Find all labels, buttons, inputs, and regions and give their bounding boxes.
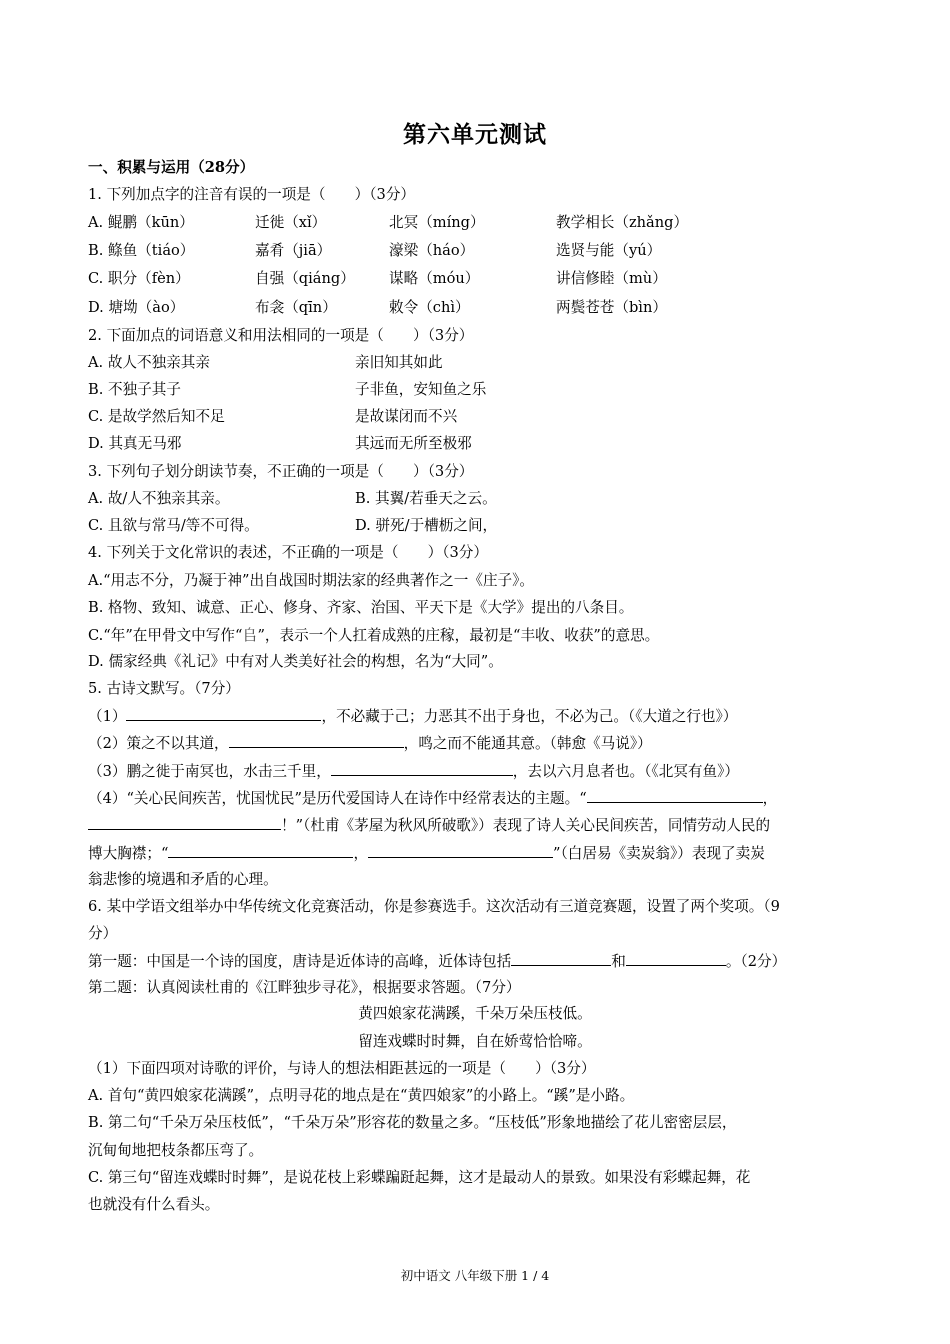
q4-option-a: A.“用志不分，乃凝于神”出自战国时期法家的经典著作之一《庄子》。: [88, 572, 535, 589]
q1-option-d4: 两鬓苍苍（bìn）: [556, 299, 667, 316]
q6-task-2: 第二题：认真阅读杜甫的《江畔独步寻花》，根据要求答题。（7分）: [88, 979, 521, 996]
answer-blank[interactable]: [331, 761, 513, 776]
q2-option-a-right: 亲旧知其如此: [355, 354, 443, 371]
q6-option-a: A. 首句“黄四娘家花满蹊”，点明寻花的地点是在“黄四娘家”的小路上。“蹊”是小路。: [88, 1087, 635, 1104]
question-3-stem: 3. 下列句子划分朗读节奏，不正确的一项是（ ）（3分）: [88, 463, 474, 480]
q1-option-c2: 自强（qiáng）: [255, 270, 355, 287]
poem-line-2: 留连戏蝶时时舞，自在娇莺恰恰啼。: [358, 1033, 592, 1050]
q6-option-c: C. 第三句“留连戏蝶时时舞”，是说花枝上彩蝶蹁跹起舞，这才是最动人的景致。如果没有彩蝶起舞，花: [88, 1169, 751, 1186]
answer-blank[interactable]: [168, 843, 353, 858]
q4-option-c: [88, 625, 659, 646]
q1-option-c4: 讲信修睦（mù）: [556, 270, 667, 287]
question-1-stem: 1. 下列加点字的注音有误的一项是（ ）（3分）: [88, 186, 416, 203]
q1-option-d1: D. 塘坳（ào）: [88, 299, 185, 316]
q1-option-a2: 迁徙（xǐ）: [255, 214, 327, 231]
q2-option-b-right: 子非鱼，安知鱼之乐: [355, 381, 487, 398]
q5-item-4-cont2: 博大胸襟；“ ， ”（白居易《卖炭翁》）表现了卖炭: [88, 845, 765, 862]
poem-line-1: 黄四娘家花满蹊，千朵万朵压枝低。: [358, 1005, 592, 1022]
q3-option-d: D. 骈死/于槽枥之间，: [355, 517, 498, 534]
q1-option-a1: A. 鲲鹏（kūn）: [88, 214, 194, 231]
q6-sub-question-1: （1）下面四项对诗歌的评价，与诗人的想法相距甚远的一项是（ ）（3分）: [88, 1060, 596, 1077]
q4-option-c-part1: C.“年”在甲骨文中写作“: [88, 627, 243, 644]
q1-option-d3: 敕令（chì）: [389, 299, 470, 316]
answer-blank[interactable]: [587, 788, 763, 803]
question-5-stem: 5. 古诗文默写。（7分）: [88, 680, 240, 697]
answer-blank[interactable]: [368, 843, 553, 858]
q2-option-c-left: C. 是故学然后知不足: [88, 408, 225, 425]
section-heading: 一、积累与运用（28分）: [88, 159, 255, 176]
q6-option-c-cont: 也就没有什么看头。: [88, 1196, 220, 1213]
answer-blank[interactable]: [88, 815, 281, 830]
q1-option-b3: 濠梁（háo）: [389, 242, 475, 259]
q1-option-c3: 谋略（móu）: [389, 270, 480, 287]
q1-option-a3: 北冥（míng）: [389, 214, 485, 231]
q1-option-b1: B. 鲦鱼（tiáo）: [88, 242, 195, 259]
q1-option-b4: 选贤与能（yú）: [556, 242, 662, 259]
answer-blank[interactable]: [126, 706, 321, 721]
q1-option-c1: C. 职分（fèn）: [88, 270, 190, 287]
q5-item-3: （3）鹏之徙于南冥也，水击三千里， ，去以六月息者也。（《北冥有鱼》）: [88, 763, 739, 780]
q6-option-b-cont: 沉甸甸地把枝条都压弯了。: [88, 1142, 264, 1159]
q4-option-c-part2: ”，表示一个人扛着成熟的庄稼，最初是“丰收、收获”的意思。: [257, 627, 660, 644]
page-footer: 初中语文 八年级下册 1 / 4: [400, 1268, 550, 1283]
q4-option-d: D. 儒家经典《礼记》中有对人类美好社会的构想，名为“大同”。: [88, 653, 503, 670]
answer-blank[interactable]: [511, 951, 611, 966]
q3-option-b: B. 其翼/若垂天之云。: [355, 490, 497, 507]
q2-option-a-left: A. 故人不独亲其亲: [88, 354, 210, 371]
q1-option-d2: 布衾（qīn）: [255, 299, 337, 316]
q5-item-4-cont: ！”（杜甫《茅屋为秋风所破歌》）表现了诗人关心民间疾苦，同情劳动人民的: [88, 815, 770, 836]
q2-option-c-right: 是故谋闭而不兴: [355, 408, 458, 425]
q3-option-c: C. 且欲与常马/等不可得。: [88, 517, 259, 534]
q5-item-2: （2）策之不以其道， ，鸣之而不能通其意。（韩愈《马说》）: [88, 735, 652, 752]
q5-item-4: （4）“关心民间疾苦，忧国忧民”是历代爱国诗人在诗作中经常表达的主题。“ ，: [88, 790, 778, 807]
q1-option-b2: 嘉肴（jiā）: [255, 242, 332, 259]
answer-blank[interactable]: [229, 733, 404, 748]
q5-item-4-cont3: 翁悲惨的境遇和矛盾的心理。: [88, 871, 278, 888]
q1-option-a4: 教学相长（zhǎng）: [556, 214, 689, 231]
q4-option-b: B. 格物、致知、诚意、正心、修身、齐家、治国、平天下是《大学》提出的八条目。: [88, 599, 634, 616]
q2-option-d-right: 其远而无所至极邪: [355, 435, 472, 452]
q3-option-a: A. 故/人不独亲其亲。: [88, 490, 230, 507]
q6-option-b: B. 第二句“千朵万朵压枝低”，“千朵万朵”形容花的数量之多。“压枝低”形象地描绘了花儿密密层层，: [88, 1114, 737, 1131]
oracle-bone-nian-icon: 𠂤: [242, 626, 258, 644]
question-4-stem: 4. 下列关于文化常识的表述，不正确的一项是（ ）（3分）: [88, 544, 488, 561]
q2-option-b-left: B. 不独子其子: [88, 381, 181, 398]
q2-option-d-left: D. 其真无马邪: [88, 435, 182, 452]
question-2-stem: 2. 下面加点的词语意义和用法相同的一项是（ ）（3分）: [88, 327, 474, 344]
q6-task-1: 第一题：中国是一个诗的国度，唐诗是近体诗的高峰，近体诗包括 和 。（2分）: [88, 953, 787, 970]
page-title: 第六单元测试: [403, 121, 547, 148]
answer-blank[interactable]: [626, 951, 726, 966]
question-6-stem-cont: 分）: [88, 925, 118, 942]
q5-item-1: （1） ，不必藏于己；力恶其不出于身也，不必为己。（《大道之行也》）: [88, 708, 738, 725]
question-6-stem: 6. 某中学语文组举办中华传统文化竞赛活动，你是参赛选手。这次活动有三道竞赛题，设置了两个奖项。（9: [88, 898, 780, 915]
